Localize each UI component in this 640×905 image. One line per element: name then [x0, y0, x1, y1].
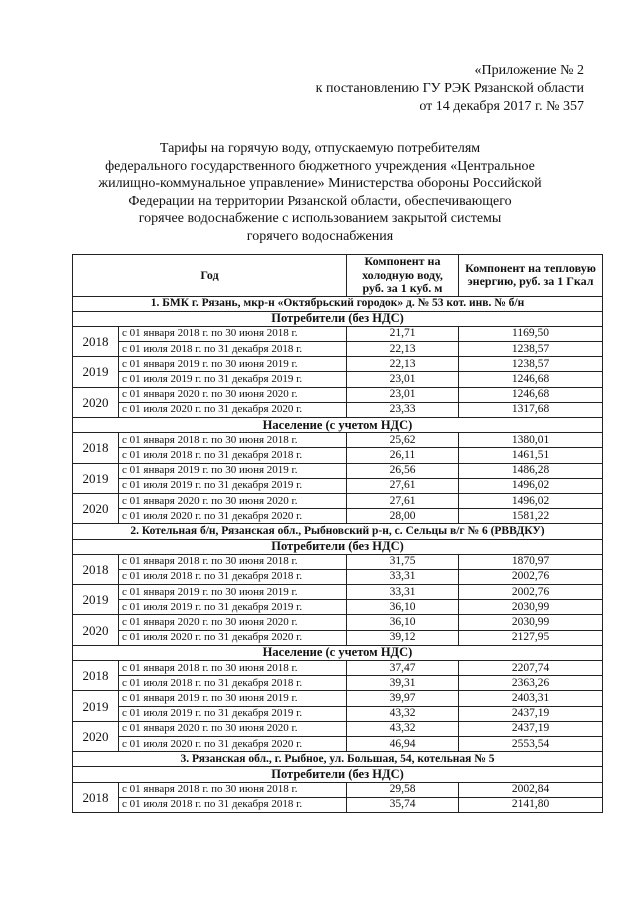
table-row — [73, 448, 603, 463]
period-cell: с 01 января 2020 г. по 30 июня 2020 г. — [119, 721, 347, 736]
section-row — [73, 296, 603, 311]
appendix-line: к постановлению ГУ РЭК Рязанской области — [315, 81, 584, 96]
section-row — [73, 524, 603, 539]
period-cell: с 01 июля 2019 г. по 31 декабря 2019 г. — [119, 600, 347, 615]
year-cell: 2019 — [73, 585, 119, 615]
heat-energy-cell: 1238,57 — [459, 342, 603, 357]
cold-water-cell: 23,01 — [347, 372, 459, 387]
heat-energy-cell: 1380,01 — [459, 433, 603, 448]
cold-water-cell: 27,61 — [347, 493, 459, 508]
period-cell: с 01 июля 2018 г. по 31 декабря 2018 г. — [119, 569, 347, 584]
table-row — [73, 782, 603, 797]
table-row — [73, 585, 603, 600]
section-title: 3. Рязанская обл., г. Рыбное, ул. Большая, 54, котельная № 5 — [73, 752, 603, 767]
heat-energy-cell: 2207,74 — [459, 661, 603, 676]
heat-energy-cell: 1486,28 — [459, 463, 603, 478]
year-cell: 2020 — [73, 387, 119, 417]
period-cell: с 01 января 2019 г. по 30 июня 2019 г. — [119, 691, 347, 706]
period-cell: с 01 января 2020 г. по 30 июня 2020 г. — [119, 615, 347, 630]
period-cell: с 01 июля 2018 г. по 31 декабря 2018 г. — [119, 676, 347, 691]
title-line: Федерации на территории Рязанской области, обеспечивающего — [128, 193, 512, 209]
cold-water-cell: 22,13 — [347, 357, 459, 372]
year-cell: 2018 — [73, 554, 119, 584]
cold-water-cell: 46,94 — [347, 736, 459, 751]
period-cell: с 01 января 2018 г. по 30 июня 2018 г. — [119, 661, 347, 676]
heat-energy-cell: 1317,68 — [459, 402, 603, 417]
heat-energy-cell: 1461,51 — [459, 448, 603, 463]
table-row — [73, 509, 603, 524]
tariff-table — [72, 254, 603, 813]
title-line: Тарифы на горячую воду, отпускаемую потребителям — [159, 141, 481, 156]
period-cell: с 01 января 2020 г. по 30 июня 2020 г. — [119, 387, 347, 402]
heat-energy-cell: 2141,80 — [459, 797, 603, 812]
section-title: 1. БМК г. Рязань, мкр-н «Октябрьский городок» д. № 53 кот. инв. № б/н — [73, 296, 603, 311]
table-row — [73, 600, 603, 615]
heat-energy-cell: 2002,76 — [459, 569, 603, 584]
group-title: Население (с учетом НДС) — [73, 418, 603, 433]
heat-energy-cell: 1581,22 — [459, 509, 603, 524]
cold-water-cell: 31,75 — [347, 554, 459, 569]
cold-water-cell: 26,56 — [347, 463, 459, 478]
cold-water-cell: 33,31 — [347, 569, 459, 584]
period-cell: с 01 января 2019 г. по 30 июня 2019 г. — [119, 463, 347, 478]
table-row — [73, 342, 603, 357]
table-row — [73, 630, 603, 645]
heat-energy-cell: 1870,97 — [459, 554, 603, 569]
title-line: горячего водоснабжения — [246, 228, 394, 244]
period-cell: с 01 июля 2020 г. по 31 декабря 2020 г. — [119, 736, 347, 751]
heat-energy-cell: 2030,99 — [459, 615, 603, 630]
group-row — [73, 539, 603, 554]
appendix-line: от 14 декабря 2017 г. № 357 — [419, 99, 584, 114]
year-cell: 2018 — [73, 326, 119, 356]
header-cold-water: Компонент на холодную воду, руб. за 1 куб. м — [347, 255, 459, 297]
heat-energy-cell: 1246,68 — [459, 387, 603, 402]
section-row — [73, 752, 603, 767]
period-cell: с 01 июля 2018 г. по 31 декабря 2018 г. — [119, 342, 347, 357]
period-cell: с 01 января 2018 г. по 30 июня 2018 г. — [119, 554, 347, 569]
heat-energy-cell: 1496,02 — [459, 478, 603, 493]
table-header-row — [73, 255, 603, 297]
year-cell: 2020 — [73, 721, 119, 751]
heat-energy-cell: 1238,57 — [459, 357, 603, 372]
cold-water-cell: 28,00 — [347, 509, 459, 524]
cold-water-cell: 23,33 — [347, 402, 459, 417]
year-cell: 2019 — [73, 357, 119, 387]
group-row — [73, 645, 603, 660]
title-line: федерального государственного бюджетного учреждения «Центральное — [105, 158, 535, 174]
cold-water-cell: 39,97 — [347, 691, 459, 706]
table-row — [73, 326, 603, 341]
cold-water-cell: 39,12 — [347, 630, 459, 645]
table-row — [73, 463, 603, 478]
header-heat-energy: Компонент на тепловую энергию, руб. за 1 Гкал — [459, 255, 603, 297]
group-row — [73, 418, 603, 433]
period-cell: с 01 января 2019 г. по 30 июня 2019 г. — [119, 357, 347, 372]
cold-water-cell: 37,47 — [347, 661, 459, 676]
table-row — [73, 797, 603, 812]
heat-energy-cell: 1169,50 — [459, 326, 603, 341]
period-cell: с 01 июля 2020 г. по 31 декабря 2020 г. — [119, 630, 347, 645]
heat-energy-cell: 2553,54 — [459, 736, 603, 751]
year-cell: 2019 — [73, 463, 119, 493]
period-cell: с 01 июля 2018 г. по 31 декабря 2018 г. — [119, 797, 347, 812]
period-cell: с 01 января 2018 г. по 30 июня 2018 г. — [119, 326, 347, 341]
period-cell: с 01 июля 2019 г. по 31 декабря 2019 г. — [119, 706, 347, 721]
cold-water-cell: 43,32 — [347, 706, 459, 721]
year-cell: 2018 — [73, 433, 119, 463]
period-cell: с 01 июля 2019 г. по 31 декабря 2019 г. — [119, 478, 347, 493]
table-row — [73, 615, 603, 630]
cold-water-cell: 26,11 — [347, 448, 459, 463]
table-row — [73, 554, 603, 569]
table-row — [73, 691, 603, 706]
table-row — [73, 736, 603, 751]
group-row — [73, 311, 603, 326]
period-cell: с 01 июля 2019 г. по 31 декабря 2019 г. — [119, 372, 347, 387]
table-row — [73, 706, 603, 721]
group-row — [73, 767, 603, 782]
heat-energy-cell: 2002,76 — [459, 585, 603, 600]
table-row — [73, 357, 603, 372]
cold-water-cell: 29,58 — [347, 782, 459, 797]
heat-energy-cell: 2127,95 — [459, 630, 603, 645]
table-row — [73, 372, 603, 387]
year-cell: 2020 — [73, 615, 119, 645]
group-title: Потребители (без НДС) — [73, 767, 603, 782]
title-line: жилищно-коммунальное управление» Министерства обороны Российской — [98, 176, 542, 191]
title-line: горячее водоснабжение с использованием закрытой системы — [138, 211, 502, 226]
cold-water-cell: 43,32 — [347, 721, 459, 736]
year-cell: 2018 — [73, 661, 119, 691]
cold-water-cell: 36,10 — [347, 600, 459, 615]
heat-energy-cell: 2437,19 — [459, 706, 603, 721]
period-cell: с 01 июля 2020 г. по 31 декабря 2020 г. — [119, 402, 347, 417]
cold-water-cell: 22,13 — [347, 342, 459, 357]
group-title: Потребители (без НДС) — [73, 311, 603, 326]
period-cell: с 01 января 2020 г. по 30 июня 2020 г. — [119, 493, 347, 508]
heat-energy-cell: 1496,02 — [459, 493, 603, 508]
section-title: 2. Котельная б/н, Рязанская обл., Рыбновский р-н, с. Сельцы в/г № 6 (РВВДКУ) — [73, 524, 603, 539]
cold-water-cell: 36,10 — [347, 615, 459, 630]
cold-water-cell: 23,01 — [347, 387, 459, 402]
cold-water-cell: 25,62 — [347, 433, 459, 448]
table-row — [73, 661, 603, 676]
table-row — [73, 721, 603, 736]
year-cell: 2019 — [73, 691, 119, 721]
year-cell: 2018 — [73, 782, 119, 812]
table-row — [73, 478, 603, 493]
appendix-line: «Приложение № 2 — [474, 63, 584, 78]
cold-water-cell: 35,74 — [347, 797, 459, 812]
heat-energy-cell: 2002,84 — [459, 782, 603, 797]
table-row — [73, 676, 603, 691]
period-cell: с 01 января 2019 г. по 30 июня 2019 г. — [119, 585, 347, 600]
tariff-table-body — [73, 296, 603, 812]
cold-water-cell: 21,71 — [347, 326, 459, 341]
heat-energy-cell: 2403,31 — [459, 691, 603, 706]
cold-water-cell: 39,31 — [347, 676, 459, 691]
heat-energy-cell: 1246,68 — [459, 372, 603, 387]
group-title: Потребители (без НДС) — [73, 539, 603, 554]
table-row — [73, 569, 603, 584]
table-row — [73, 402, 603, 417]
heat-energy-cell: 2030,99 — [459, 600, 603, 615]
period-cell: с 01 июля 2018 г. по 31 декабря 2018 г. — [119, 448, 347, 463]
period-cell: с 01 января 2018 г. по 30 июня 2018 г. — [119, 433, 347, 448]
heat-energy-cell: 2437,19 — [459, 721, 603, 736]
cold-water-cell: 33,31 — [347, 585, 459, 600]
table-row — [73, 433, 603, 448]
heat-energy-cell: 2363,26 — [459, 676, 603, 691]
year-cell: 2020 — [73, 493, 119, 523]
cold-water-cell: 27,61 — [347, 478, 459, 493]
appendix-header — [316, 62, 584, 116]
header-year: Год — [73, 255, 347, 297]
group-title: Население (с учетом НДС) — [73, 645, 603, 660]
period-cell: с 01 января 2018 г. по 30 июня 2018 г. — [119, 782, 347, 797]
table-row — [73, 387, 603, 402]
table-row — [73, 493, 603, 508]
period-cell: с 01 июля 2020 г. по 31 декабря 2020 г. — [119, 509, 347, 524]
document-title — [60, 140, 580, 245]
